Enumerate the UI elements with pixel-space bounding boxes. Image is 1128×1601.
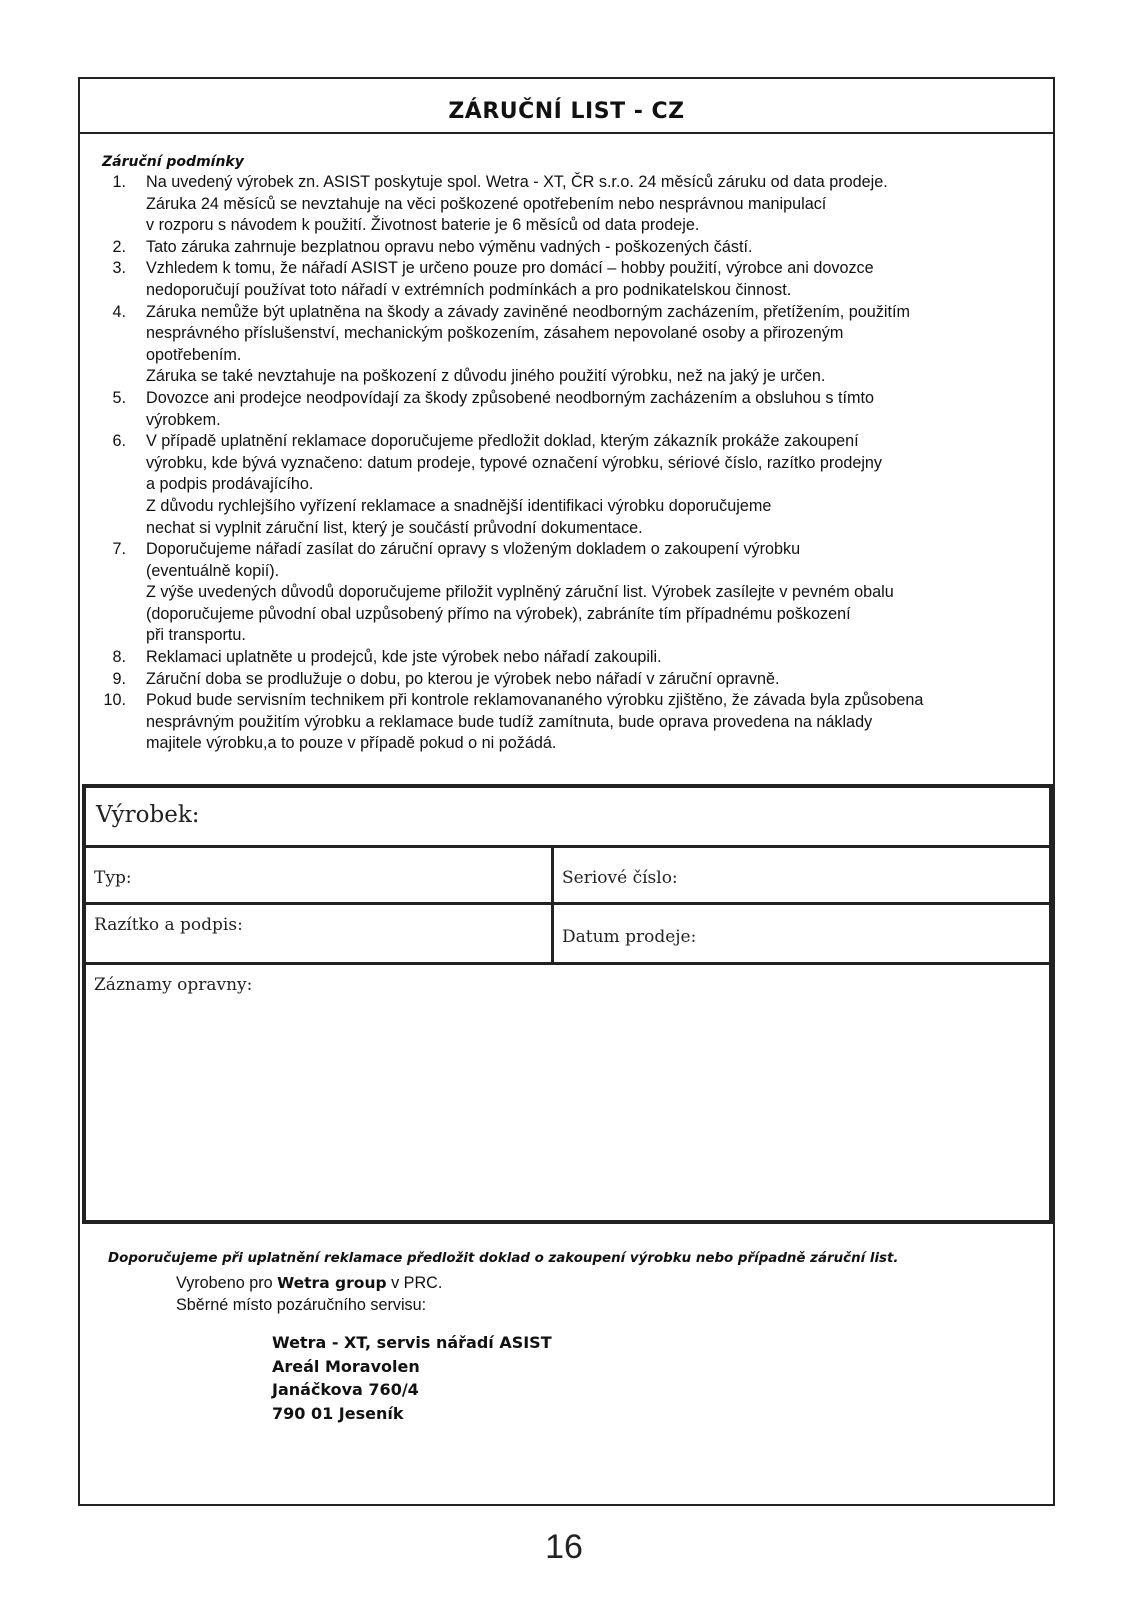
condition-text (146, 172, 1049, 237)
condition-line: Záruka se také nevztahuje na poškození z důvodu jiného použití výrobku, než na jaký je určen. (146, 367, 826, 386)
page-number: 16 (545, 1528, 583, 1566)
conditions-heading: Záruční podmínky (102, 154, 244, 170)
condition-line: Tato záruka zahrnuje bezplatnou opravu nebo výměnu vadných - poškozených částí. (146, 237, 753, 256)
condition-number: 9. (112, 669, 126, 688)
footer-note: Doporučujeme při uplatnění reklamace předložit doklad o zakoupení výrobku nebo případně záruční list. (108, 1251, 899, 1266)
condition-line: při transportu. (146, 626, 246, 645)
type-field[interactable] (86, 848, 554, 905)
condition-number: 6. (112, 432, 126, 451)
condition-item (102, 258, 1049, 301)
address-line: Wetra - XT, servis nářadí ASIST (272, 1333, 552, 1352)
condition-line: nedoporučují používat toto nářadí v extrémních podmínkách a pro podnikatelskou činnost. (146, 280, 792, 299)
condition-line: Záruka 24 měsíců se nevztahuje na věci poškozené opotřebením nebo nesprávnou manipulací (146, 194, 827, 213)
condition-item (102, 690, 1049, 755)
condition-number: 8. (112, 648, 126, 667)
condition-line: Dovozce ani prodejce neodpovídají za škody způsobené neodborným zacházením a obsluhou s tímto (146, 388, 874, 407)
repair-records-field[interactable] (86, 965, 1049, 1220)
product-label: Výrobek: (96, 802, 200, 828)
condition-line: (doporučujeme původní obal uzpůsobený přímo na výrobek), zabráníte tím případnému poškození (146, 604, 851, 623)
condition-item (102, 302, 1049, 388)
stamp-signature-field[interactable] (86, 905, 554, 965)
made-for-company: Wetra group (277, 1274, 387, 1292)
condition-text (146, 690, 1049, 755)
address-line: Janáčkova 760/4 (272, 1380, 419, 1399)
condition-line: (eventuálně kopií). (146, 561, 280, 580)
warranty-conditions (102, 152, 1049, 755)
stamp-signature-label: Razítko a podpis: (94, 915, 243, 935)
condition-line: Pokud bude servisním technikem při kontrole reklamovananého výrobku zjištěno, že závada byla způsobena (146, 691, 924, 710)
serial-number-label: Seriové číslo: (562, 868, 678, 888)
warranty-card-frame (78, 77, 1055, 1506)
condition-number: 1. (112, 173, 126, 191)
condition-number: 10. (103, 691, 126, 710)
condition-number: 2. (112, 237, 126, 256)
condition-line: nesprávného příslušenství, mechanickým poškozením, zásahem nepovolané osoby a přirozeným (146, 324, 844, 343)
address-line: Areál Moravolen (272, 1356, 420, 1376)
condition-line: Doporučujeme nářadí zasílat do záruční opravy s vloženým dokladem o zakoupení výrobku (146, 540, 801, 559)
conditions-list (102, 172, 1049, 755)
condition-line: opotřebením. (146, 345, 242, 364)
condition-line: v rozporu s návodem k použití. Životnost baterie je 6 měsíců od data prodeje. (146, 216, 700, 235)
condition-number: 7. (112, 540, 126, 559)
condition-text (146, 388, 1049, 431)
repair-records-label: Záznamy opravny: (94, 975, 253, 995)
service-address (272, 1331, 552, 1425)
condition-line: nesprávným použitím výrobku a reklamace bude tudíž zamítnuta, bude oprava provedena na náklady (146, 712, 873, 731)
condition-item (102, 539, 1049, 647)
condition-item (102, 172, 1049, 237)
condition-line: V případě uplatnění reklamace doporučujeme předložit doklad, kterým zákazník prokáže zakoupení (146, 432, 859, 451)
service-label: Sběrné místo pozáručního servisu: (176, 1296, 427, 1314)
condition-line: výrobku, kde bývá vyznačeno: datum prodeje, typové označení výrobku, sériové číslo, razítko prodejny (146, 453, 883, 472)
condition-item (102, 431, 1049, 539)
condition-line: Reklamaci uplatněte u prodejců, kde jste výrobek nebo nářadí zakoupili. (146, 648, 662, 667)
type-label: Typ: (94, 868, 132, 888)
condition-item (102, 388, 1049, 431)
condition-line: Z důvodu rychlejšího vyřízení reklamace a snadnější identifikaci výrobku doporučujeme (146, 496, 772, 515)
condition-line: Záruční doba se prodlužuje o dobu, po kterou je výrobek nebo nářadí v záruční opravně. (146, 669, 780, 688)
product-field[interactable] (86, 788, 1049, 848)
condition-line: Vzhledem k tomu, že nářadí ASIST je určeno pouze pro domácí – hobby použití, výrobce ani dovozce (146, 259, 874, 278)
condition-line: a podpis prodávajícího. (146, 475, 314, 494)
condition-line: nechat si vyplnit záruční list, který je součástí průvodní dokumentace. (146, 518, 643, 537)
condition-line: Z výše uvedených důvodů doporučujeme přiložit vyplněný záruční list. Výrobek zasílejte v pevném obalu (146, 583, 894, 602)
made-for-line (176, 1272, 442, 1294)
sale-date-label: Datum prodeje: (562, 927, 697, 947)
made-for-suffix: v PRC. (386, 1274, 443, 1292)
made-for-prefix: Vyrobeno pro (176, 1274, 278, 1292)
condition-text (146, 237, 1049, 259)
condition-line: Na uvedený výrobek zn. ASIST poskytuje spol. Wetra - XT, ČR s.r.o. 24 měsíců záruku od data prodeje. (146, 173, 888, 191)
condition-text (146, 431, 1049, 539)
page-title: ZÁRUČNÍ LIST - CZ (80, 79, 1053, 134)
condition-text (146, 647, 1049, 669)
condition-line: majitele výrobku,a to pouze v případě pokud o ni požádá. (146, 734, 557, 753)
condition-text (146, 669, 1049, 691)
condition-number: 4. (112, 302, 126, 321)
address-line: 790 01 Jeseník (272, 1403, 404, 1423)
condition-item (102, 669, 1049, 691)
condition-text (146, 302, 1049, 388)
condition-number: 5. (112, 388, 126, 407)
condition-item (102, 647, 1049, 669)
condition-number: 3. (112, 259, 126, 278)
condition-item (102, 237, 1049, 259)
condition-line: výrobkem. (146, 410, 221, 429)
warranty-form (82, 784, 1053, 1224)
condition-text (146, 539, 1049, 647)
sale-date-field[interactable] (554, 905, 1049, 965)
condition-line: Záruka nemůže být uplatněna na škody a závady zaviněné neodborným zacházením, přetížením, použitím (146, 302, 910, 321)
condition-text (146, 258, 1049, 301)
serial-number-field[interactable] (554, 848, 1049, 905)
